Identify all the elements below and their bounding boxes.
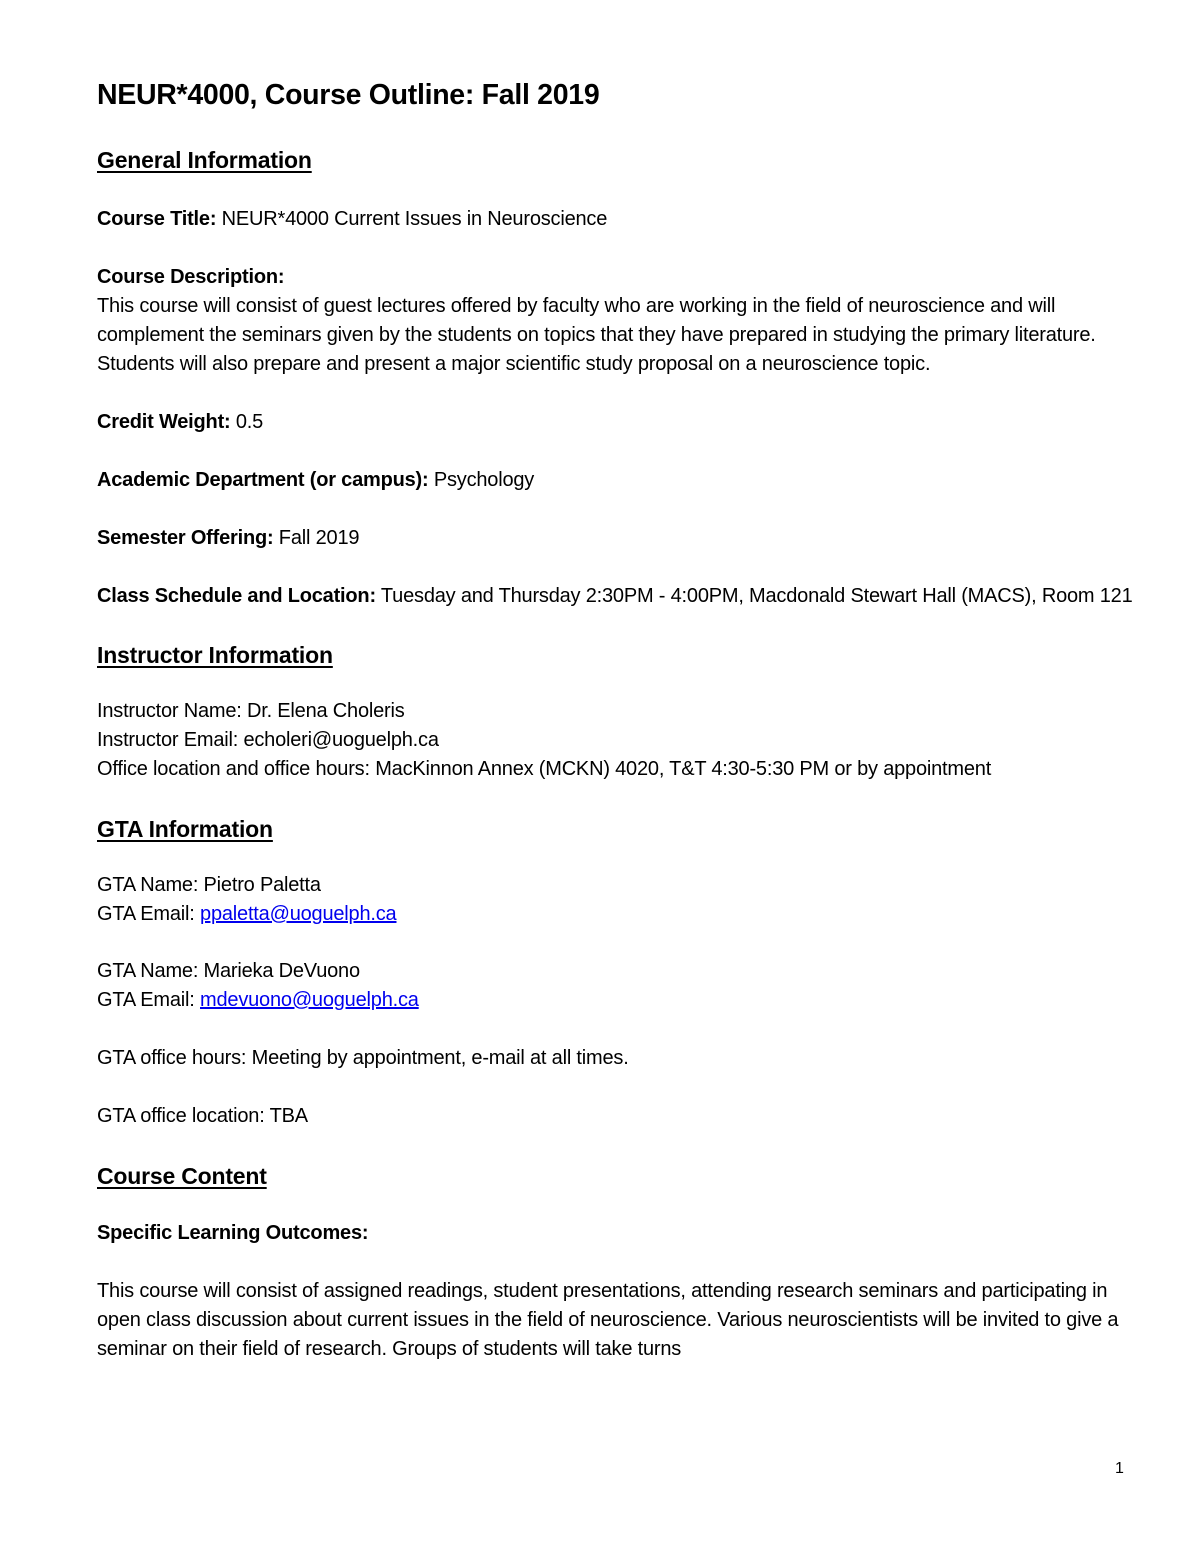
gta-information-heading: GTA Information (97, 816, 273, 842)
page-number: 1 (1115, 1460, 1124, 1477)
gta-office-location: GTA office location: TBA (97, 1105, 308, 1127)
learning-outcomes-text: This course will consist of assigned readings, student presentations, attending research seminars and participating in open class discussion about current issues in the field of neuroscience. Various neuroscientists will be invited to give a seminar on their field of research. Groups of students will take turns (97, 1280, 1119, 1360)
course-title-label: Course Title: (97, 208, 217, 230)
gta-name-value: Pietro Paletta (203, 874, 321, 896)
gta-email-label: GTA Email: (97, 903, 201, 925)
gta-email-label: GTA Email: (97, 989, 201, 1011)
gta-name-value: Marieka DeVuono (203, 960, 360, 982)
class-schedule-field (97, 582, 1137, 611)
gta-name-label: GTA Name: (97, 874, 204, 896)
gta-email (97, 986, 1137, 1015)
instructor-email: Instructor Email: echoleri@uoguelph.ca (97, 729, 439, 751)
gta-office-hours: GTA office hours: Meeting by appointment, e-mail at all times. (97, 1047, 629, 1069)
learning-outcomes-label: Specific Learning Outcomes: (97, 1222, 369, 1244)
department-label: Academic Department (or campus): (97, 469, 429, 491)
class-schedule-label: Class Schedule and Location: (97, 585, 376, 607)
semester-value: Fall 2019 (273, 527, 360, 549)
semester-field (97, 524, 1137, 553)
document-title: NEUR*4000, Course Outline: Fall 2019 (97, 79, 600, 111)
credit-weight-value: 0.5 (230, 411, 264, 433)
course-title-value: NEUR*4000 Current Issues in Neuroscience (216, 208, 608, 230)
class-schedule-value: Tuesday and Thursday 2:30PM - 4:00PM, Macdonald Stewart Hall (MACS), Room 121 (375, 585, 1133, 607)
course-description-text: This course will consist of guest lectures offered by faculty who are working in the field of neuroscience and will complement the seminars given by the students on topics that they have prepared in studying the primary literature. Students will also prepare and present a major scientific study proposal on a neuroscience topic. (97, 295, 1096, 375)
gta-name-label: GTA Name: (97, 960, 204, 982)
gta-email (97, 900, 1137, 929)
course-title-field (97, 205, 1137, 234)
gta-email-link[interactable]: mdevuono@uoguelph.ca (200, 989, 419, 1011)
department-field (97, 466, 1137, 495)
general-information-heading: General Information (97, 147, 312, 173)
department-value: Psychology (428, 469, 535, 491)
course-description-label: Course Description: (97, 266, 285, 288)
instructor-name: Instructor Name: Dr. Elena Choleris (97, 700, 405, 722)
credit-weight-label: Credit Weight: (97, 411, 231, 433)
gta-email-link[interactable]: ppaletta@uoguelph.ca (200, 903, 397, 925)
gta-name (97, 871, 1137, 900)
instructor-information-heading: Instructor Information (97, 642, 333, 668)
instructor-office: Office location and office hours: MacKinnon Annex (MCKN) 4020, T&T 4:30-5:30 PM or by appointment (97, 758, 992, 780)
course-content-heading: Course Content (97, 1163, 267, 1189)
gta-name (97, 957, 1137, 986)
credit-weight-field (97, 408, 1137, 437)
semester-label: Semester Offering: (97, 527, 274, 549)
document-page (97, 70, 1137, 1364)
